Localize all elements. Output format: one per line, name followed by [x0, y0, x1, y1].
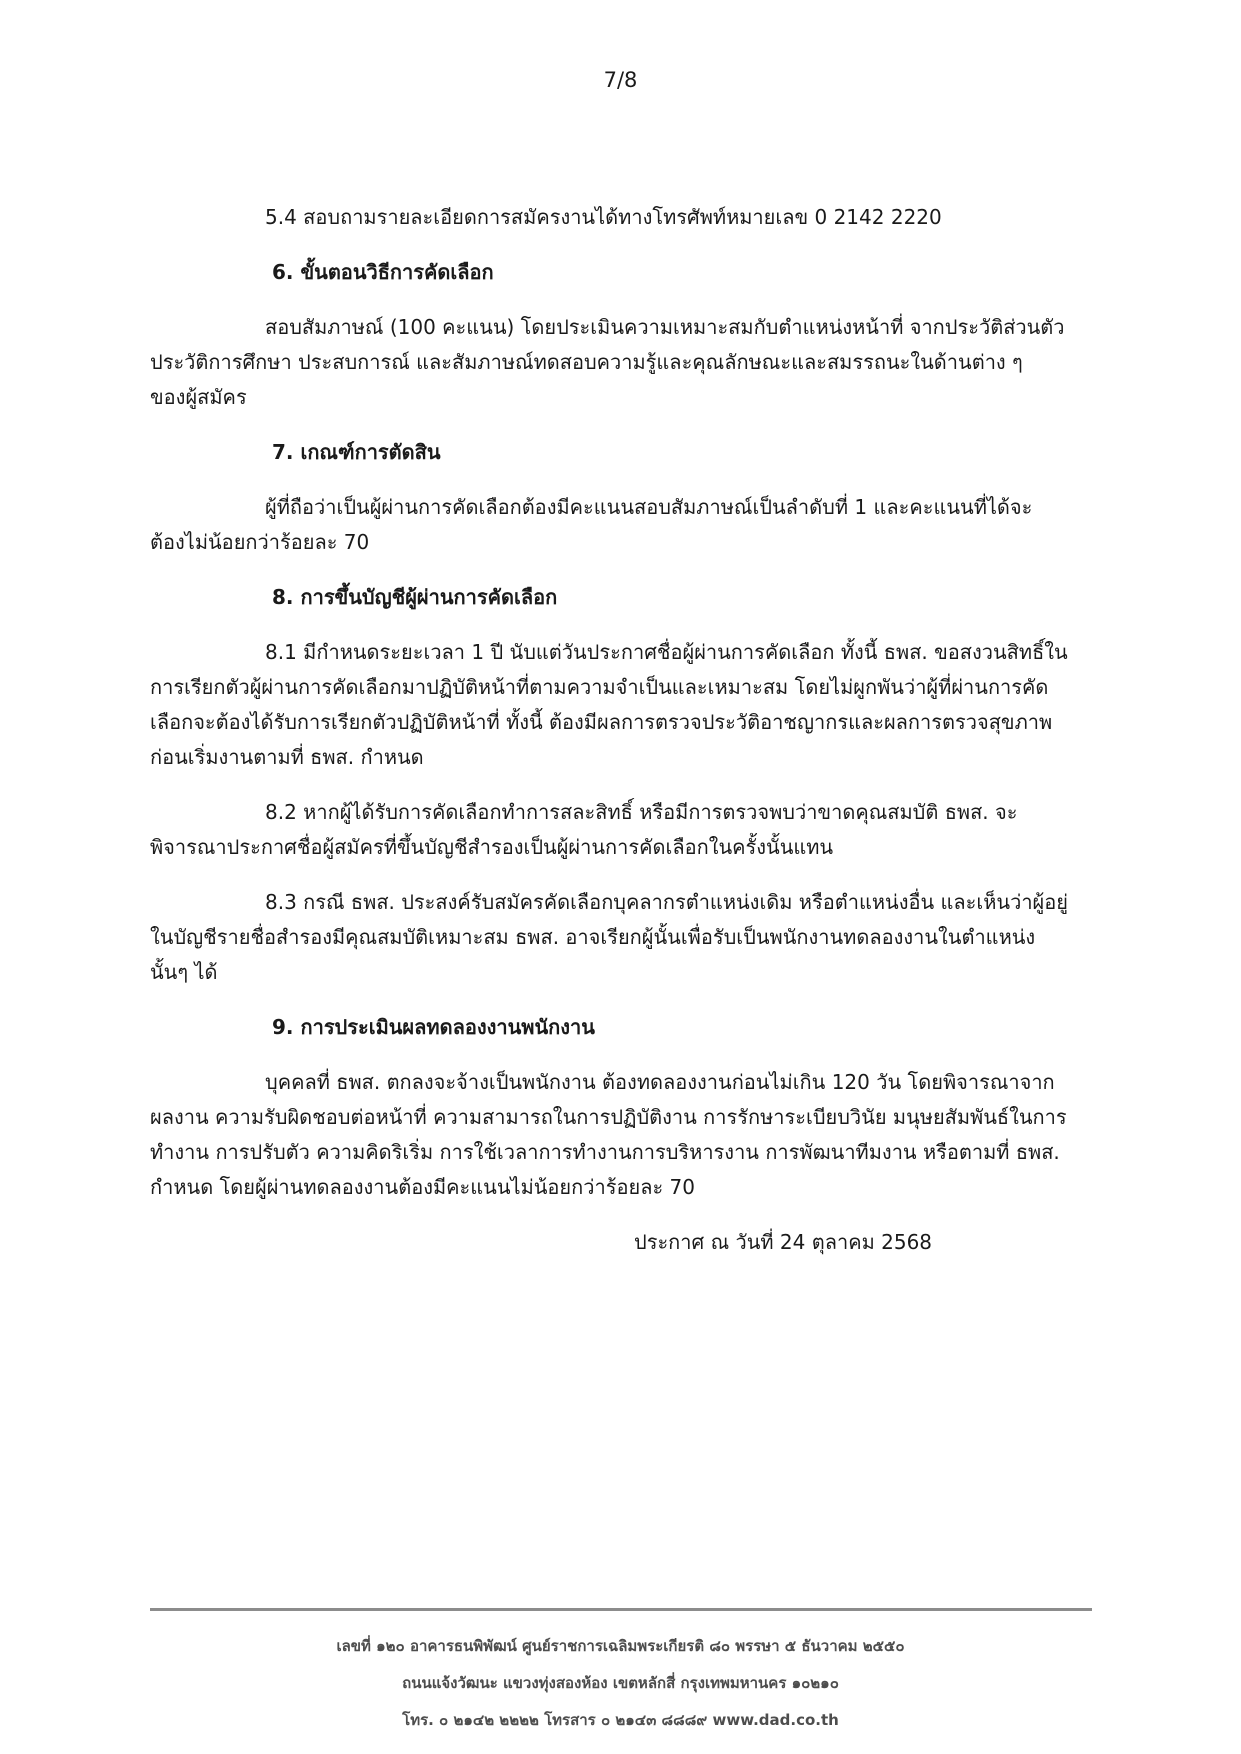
- section-9-heading: 9. การประเมินผลทดลองงานพนักงาน: [272, 1015, 595, 1039]
- footer-address-line: ถนนแจ้งวัฒนะ แขวงทุ่งสองห้อง เขตหลักสี่ กรุงเทพมหานคร ๑๐๒๑๐: [402, 1674, 839, 1692]
- paragraph-line: กำหนด โดยผู้ผ่านทดลองงานต้องมีคะแนนไม่น้อยกว่าร้อยละ 70: [150, 1175, 695, 1199]
- section-8-2-paragraph: [150, 795, 1090, 865]
- section-8-1-paragraph: [150, 635, 1090, 775]
- paragraph-line: เลือกจะต้องได้รับการเรียกตัวปฏิบัติหน้าที่ ทั้งนี้ ต้องมีผลการตรวจประวัติอาชญากรและผลการตรวจสุขภาพ: [150, 710, 1053, 734]
- announcement-date: ประกาศ ณ วันที่ 24 ตุลาคม 2568: [634, 1230, 933, 1254]
- section-5-4-text: 5.4 สอบถามรายละเอียดการสมัครงานได้ทางโทรศัพท์หมายเลข 0 2142 2220: [265, 205, 942, 229]
- paragraph-line: ผลงาน ความรับผิดชอบต่อหน้าที่ ความสามารถในการปฏิบัติงาน การรักษาระเบียบวินัย มนุษยสัมพันธ์ในการ: [150, 1105, 1067, 1129]
- paragraph-line: บุคคลที่ ธพส. ตกลงจะจ้างเป็นพนักงาน ต้องทดลองงานก่อนไม่เกิน 120 วัน โดยพิจารณาจาก: [265, 1070, 1055, 1094]
- section-9-paragraph: [150, 1065, 1090, 1205]
- paragraph-line: ในบัญชีรายชื่อสำรองมีคุณสมบัติเหมาะสม ธพส. อาจเรียกผู้นั้นเพื่อรับเป็นพนักงานทดลองงานในตำแหน่ง: [150, 925, 1036, 949]
- paragraph-line: ก่อนเริ่มงานตามที่ ธพส. กำหนด: [150, 745, 424, 769]
- section-6-paragraph: [150, 310, 1090, 415]
- paragraph-line: พิจารณาประกาศชื่อผู้สมัครที่ขึ้นบัญชีสำรองเป็นผู้ผ่านการคัดเลือกในครั้งนั้นแทน: [150, 835, 834, 859]
- section-7-paragraph: [150, 490, 1090, 560]
- paragraph-line: ของผู้สมัคร: [150, 385, 247, 409]
- section-8-heading: 8. การขึ้นบัญชีผู้ผ่านการคัดเลือก: [272, 585, 558, 609]
- document-body: [150, 200, 1090, 1260]
- section-7-heading: 7. เกณฑ์การตัดสิน: [272, 440, 441, 464]
- paragraph-line: สอบสัมภาษณ์ (100 คะแนน) โดยประเมินความเหมาะสมกับตำแหน่งหน้าที่ จากประวัติส่วนตัว: [265, 315, 1065, 339]
- paragraph-line: ทำงาน การปรับตัว ความคิดริเริ่ม การใช้เวลาการทำงานการบริหารงาน การพัฒนาทีมงาน หรือตามที่ ธพส.: [150, 1140, 1060, 1164]
- footer-address-line: เลขที่ ๑๒๐ อาคารธนพิพัฒน์ ศูนย์ราชการเฉลิมพระเกียรติ ๘๐ พรรษา ๕ ธันวาคม ๒๕๕๐: [336, 1637, 905, 1655]
- section-6-heading: 6. ขั้นตอนวิธีการคัดเลือก: [272, 260, 494, 284]
- paragraph-line: ผู้ที่ถือว่าเป็นผู้ผ่านการคัดเลือกต้องมีคะแนนสอบสัมภาษณ์เป็นลำดับที่ 1 และคะแนนที่ได้จะ: [265, 495, 1033, 519]
- paragraph-line: นั้นๆ ได้: [150, 960, 218, 984]
- paragraph-line: ประวัติการศึกษา ประสบการณ์ และสัมภาษณ์ทดสอบความรู้และคุณลักษณะและสมรรถนะในด้านต่าง ๆ: [150, 350, 1023, 374]
- paragraph-line: ต้องไม่น้อยกว่าร้อยละ 70: [150, 530, 370, 554]
- section-8-3-paragraph: [150, 885, 1090, 990]
- page-number: 7/8: [603, 68, 638, 92]
- paragraph-line: 8.3 กรณี ธพส. ประสงค์รับสมัครคัดเลือกบุคลากรตำแหน่งเดิม หรือตำแหน่งอื่น และเห็นว่าผู้อยู่: [265, 890, 1069, 914]
- paragraph-line: การเรียกตัวผู้ผ่านการคัดเลือกมาปฏิบัติหน้าที่ตามความจำเป็นและเหมาะสม โดยไม่ผูกพันว่าผู้ที่ผ่านการคัด: [150, 675, 1049, 699]
- paragraph-line: 8.1 มีกำหนดระยะเวลา 1 ปี นับแต่วันประกาศชื่อผู้ผ่านการคัดเลือก ทั้งนี้ ธพส. ขอสงวนสิทธิ์ใน: [265, 640, 1068, 664]
- paragraph-line: 8.2 หากผู้ได้รับการคัดเลือกทำการสละสิทธิ์ หรือมีการตรวจพบว่าขาดคุณสมบัติ ธพส. จะ: [265, 800, 1018, 824]
- footer-contact-line: โทร. ๐ ๒๑๔๒ ๒๒๒๒ โทรสาร ๐ ๒๑๔๓ ๘๘๘๙ www.dad.co.th: [402, 1711, 839, 1729]
- footer-divider: [150, 1608, 1092, 1611]
- footer: [0, 1628, 1241, 1739]
